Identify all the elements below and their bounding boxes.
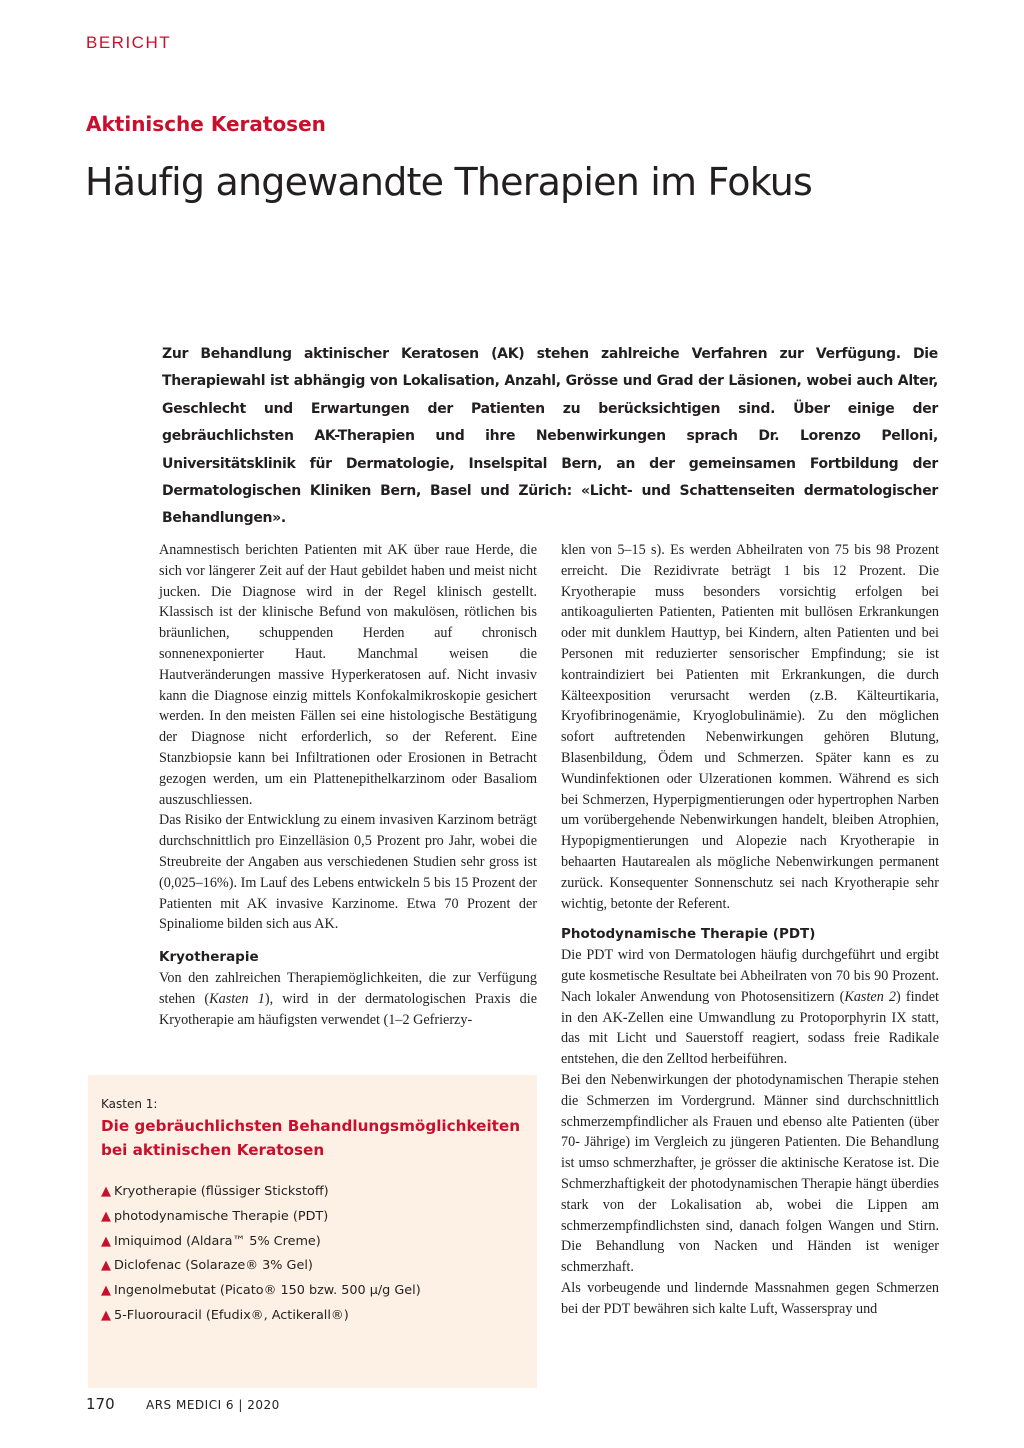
list-item-label: photodynamische Therapie (PDT) bbox=[114, 1208, 329, 1224]
list-item-label: Ingenolmebutat (Picato® 150 bzw. 500 µ/g Gel) bbox=[114, 1283, 421, 1299]
subheading-pdt: Photodynamische Therapie (PDT) bbox=[561, 926, 816, 943]
paragraph: Das Risiko der Entwicklung zu einem invasiven Karzinom beträgt durchschnittlich pro Einzelläsion 0,5 Prozent pro Jahr, wobei die Streubreite der Angaben aus verschiedenen Studien sehr gross ist (0,025–16%). Im Lauf des Lebens entwickeln 5 bis 15 Prozent der Patienten mit AK invasive Karzinome. Etwa 70 Prozent der Spinaliome bilden sich aus AK. bbox=[159, 812, 537, 933]
list-item bbox=[101, 1230, 525, 1255]
paragraph: Als vorbeugende und lindernde Massnahmen gegen Schmerzen bei der PDT bewähren sich kalte Luft, Wasserspray und bbox=[561, 1279, 939, 1317]
journal-issue: ARS MEDICI 6 | 2020 bbox=[146, 1398, 280, 1412]
box-title: Die gebräuchlichsten Behandlungsmöglichkeiten bei aktinischen Keratosen bbox=[101, 1117, 521, 1159]
article-title: Häufig angewandte Therapien im Fokus bbox=[85, 160, 813, 204]
paragraph bbox=[159, 968, 537, 1030]
list-item bbox=[101, 1180, 525, 1205]
paragraph: Bei den Nebenwirkungen der photodynamischen Therapie stehen die Schmerzen im Vordergrund. Männer sind durchschnittlich schmerzempfindlicher als Frauen und ebenso alte Patienten (über 70- Jährige) im Vergleich zu jüngeren Patienten. Die Behandlung ist umso schmerzhafter, je grösser die aktinische Keratose ist. Die Schmerzhaftigkeit der photodynamischen Therapie hängt überdies stark von der Lokalisation ab, wobei die Lippen am schmerzempfindlichsten sind, danach folgen Wangen und Stirn. Die Behandlung von Nacken und Händen ist weniger schmerzhaft. bbox=[561, 1071, 939, 1276]
page-number: 170 bbox=[86, 1395, 115, 1413]
list-item-label: Diclofenac (Solaraze® 3% Gel) bbox=[114, 1258, 313, 1274]
paragraph: klen von 5–15 s). Es werden Abheilraten von 75 bis 98 Prozent erreicht. Die Rezidivrate beträgt 1 bis 12 Prozent. Die Kryotherapie muss besonders vorsichtig erfolgen bei antikoagulierten Patienten, Patienten mit bullösen Erkrankungen oder mit dunklem Hauttyp, bei Kindern, alten Patienten und bei Personen mit reduzierter sensorischer Empfindung; sie ist kontraindiziert bei Patienten mit Erkrankungen, die durch Kälteexposition verursacht werden (z.B. Kälteurtikaria, Kryofibrinogenämie, Kryoglobulinämie). Zu den möglichen sofort auftretenden Nebenwirkungen gehören Blutung, Blasenbildung, Ödem und Schmerzen. Später kann es zu Wundinfektionen oder Ulzerationen kommen. Während es sich bei Schmerzen, Hyperpigmentierungen oder hypertrophen Narben um vorübergehende Nebenwirkungen handelt, bleiben Atrophien, Hypopigmentierungen und Alopezie nach Kryotherapie in behaarten Hautarealen als mögliche Nebenwirkungen permanent zurück. Konsequenter Sonnenschutz sei nach Kryotherapie sehr wichtig, betonte der Referent. bbox=[561, 542, 939, 912]
box-caption: Kasten 1: bbox=[101, 1097, 158, 1111]
triangle-bullet-icon: ▲ bbox=[101, 1307, 111, 1323]
left-column bbox=[159, 540, 537, 1030]
text-run: ), wird in der dermatologischen Praxis die Kryotherapie am häufigsten verwendet (1–2 Gefrierzy- bbox=[159, 990, 537, 1028]
triangle-bullet-icon: ▲ bbox=[101, 1258, 111, 1274]
article-lead: Zur Behandlung aktinischer Keratosen (AK) stehen zahlreiche Verfahren zur Verfügung. Die Therapiewahl ist abhängig von Lokalisation, Anzahl, Grösse und Grad der Läsionen, wobei auch Alter, Geschlecht und Erwartungen der Patienten zu berücksichtigen sind. Über einige der gebräuchlichsten AK-Therapien und ihre Nebenwirkungen sprach Dr. Lorenzo Pelloni, Universitätsklinik für Dermatologie, Inselspital Bern, an der gemeinsamen Fortbildung der Dermatologischen Kliniken Bern, Basel und Zürich: «Licht- und Schattenseiten dermatologischer Behandlungen». bbox=[162, 346, 938, 527]
triangle-bullet-icon: ▲ bbox=[101, 1283, 111, 1299]
paragraph: Anamnestisch berichten Patienten mit AK über raue Herde, die sich vor längerer Zeit auf der Haut gebildet haben und meist nicht jucken. Die Diagnose wird in der Regel klinisch gestellt. Klassisch ist der klinische Befund von makulösen, rötlichen bis bräunlichen, schuppenden Herden auf chronisch sonnenexponierter Haut. Manchmal weisen die Hautveränderungen massive Hyperkeratosen auf. Nicht invasiv kann die Diagnose einzig mittels Konfokalmikroskopie gesichert werden. In den meisten Fällen sei eine histologische Bestätigung der Diagnose nicht erforderlich, so der Referent. Eine Stanzbiopsie kann bei Infiltrationen oder Erosionen in Betracht gezogen werden, um ein Plattenepithelkarzinom oder Basaliom auszuschliessen. bbox=[159, 542, 537, 808]
info-box bbox=[88, 1075, 537, 1388]
text-run: Von den zahlreichen Therapiemöglichkeiten, die zur Verfügung stehen ( bbox=[159, 969, 537, 1007]
triangle-bullet-icon: ▲ bbox=[101, 1208, 111, 1224]
list-item-label: Kryotherapie (flüssiger Stickstoff) bbox=[114, 1184, 329, 1199]
list-item-label: Imiquimod (Aldara™ 5% Creme) bbox=[114, 1233, 321, 1249]
right-column bbox=[561, 540, 939, 1319]
text-run: Die PDT wird von Dermatologen häufig durchgeführt und ergibt gute kosmetische Resultate bei Abheilraten von 70 bis 90 Prozent. Nach lokaler Anwendung von Photosensitizern ( bbox=[561, 947, 939, 1005]
paragraph bbox=[561, 945, 939, 1070]
list-item bbox=[101, 1304, 525, 1329]
article-kicker: Aktinische Keratosen bbox=[86, 112, 326, 136]
triangle-bullet-icon: ▲ bbox=[101, 1233, 111, 1249]
box-reference: Kasten 2 bbox=[844, 988, 897, 1005]
list-item bbox=[101, 1279, 525, 1304]
list-item bbox=[101, 1254, 525, 1279]
list-item bbox=[101, 1205, 525, 1230]
subheading-kryotherapie: Kryotherapie bbox=[159, 949, 259, 966]
section-label: BERICHT bbox=[86, 33, 172, 52]
text-run: ) findet in den AK-Zellen eine Umwandlung zu Protoporphyrin IX statt, das mit Licht und Sauerstoff reagiert, sodass freie Radikale entstehen, die den Zelltod herbeiführen. bbox=[561, 988, 939, 1068]
list-item-label: 5-Fluorouracil (Efudix®, Actikerall®) bbox=[114, 1307, 349, 1323]
triangle-bullet-icon: ▲ bbox=[101, 1184, 111, 1199]
box-list bbox=[101, 1180, 525, 1329]
box-reference: Kasten 1 bbox=[209, 990, 265, 1007]
